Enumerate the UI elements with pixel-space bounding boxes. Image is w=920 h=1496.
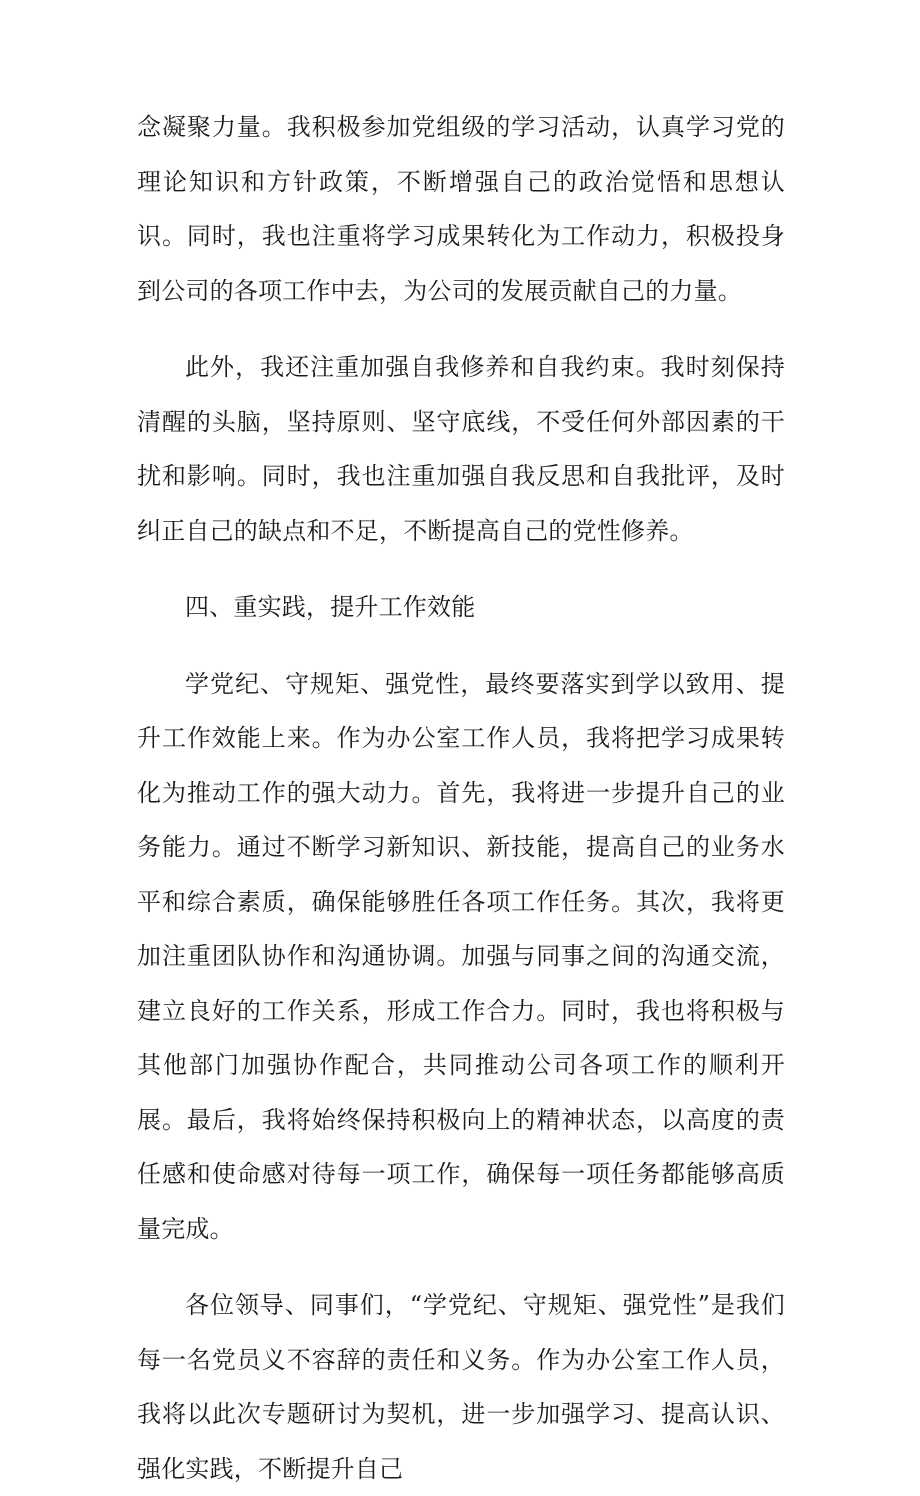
section-heading-four: 四、重实践，提升工作效能 [185,593,476,621]
paragraph-self-discipline: 此外，我还注重加强自我修养和自我约束。我时刻保持清醒的头脑，坚持原则、坚守底线，不受任何外部因素的干扰和影响。同时，我也注重加强自我反思和自我批评，及时纠正自己的缺点和不足，不断提高自己的党性修养。 [137,353,785,545]
paragraph-closing: 各位领导、同事们，“学党纪、守规矩、强党性”是我们每一名党员义不容辞的责任和义务。作为办公室工作人员，我将以此次专题研讨为契机，进一步加强学习、提高认识、强化实践，不断提升自己 [137,1291,785,1483]
document-body [137,100,785,1496]
paragraph-continuation: 念凝聚力量。我积极参加党组级的学习活动，认真学习党的理论知识和方针政策，不断增强自己的政治觉悟和思想认识。同时，我也注重将学习成果转化为工作动力，积极投身到公司的各项工作中去，为公司的发展贡献自己的力量。 [137,113,785,305]
paragraph-work-efficiency: 学党纪、守规矩、强党性，最终要落实到学以致用、提升工作效能上来。作为办公室工作人员，我将把学习成果转化为推动工作的强大动力。首先，我将进一步提升自己的业务能力。通过不断学习新知识、新技能，提高自己的业务水平和综合素质，确保能够胜任各项工作任务。其次，我将更加注重团队协作和沟通协调。加强与同事之间的沟通交流，建立良好的工作关系，形成工作合力。同时，我也将积极与其他部门加强协作配合，共同推动公司各项工作的顺利开展。最后，我将始终保持积极向上的精神状态，以高度的责任感和使命感对待每一项工作，确保每一项任务都能够高质量完成。 [137,669,785,1243]
